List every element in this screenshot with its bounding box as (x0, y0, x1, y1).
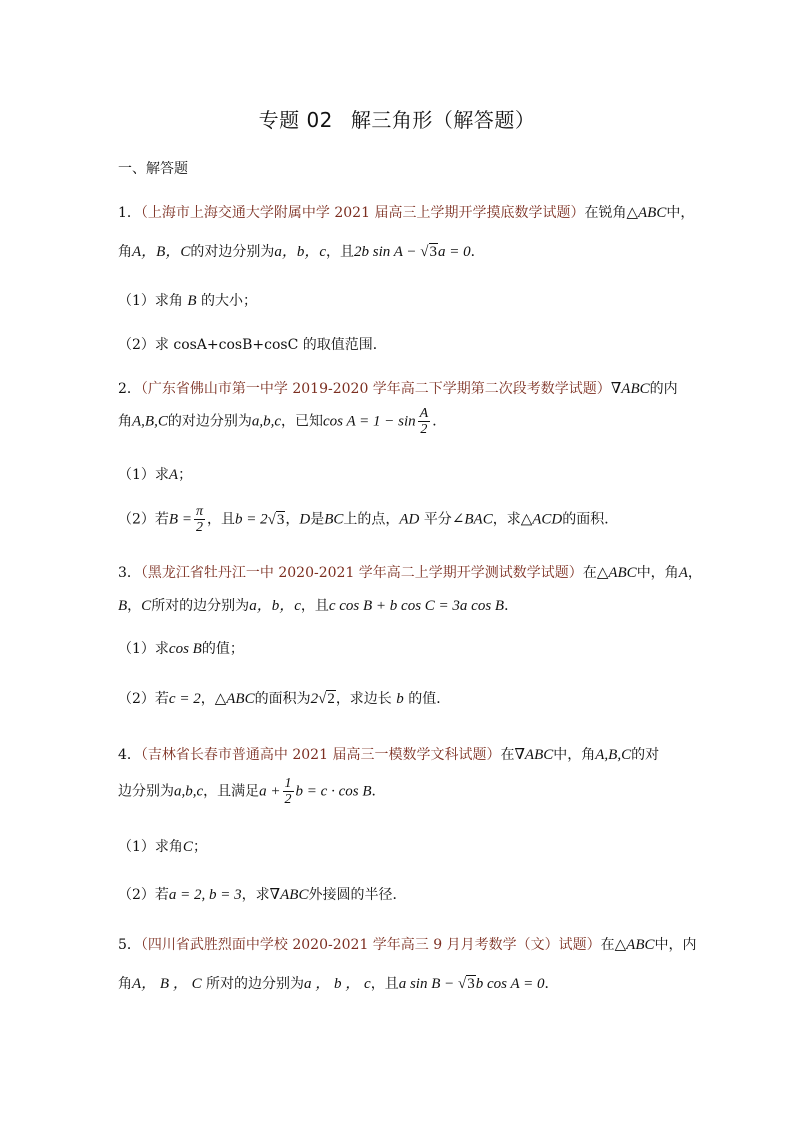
problem-1-question-1: （1）求角 B 的大小； (118, 293, 257, 309)
problem-2-question-1: （1）求A； (118, 467, 193, 483)
problem-3-line-2: B，C所对的边分别为a，b，c，且c cos B + b cos C = 3a cos B． (118, 598, 519, 614)
problem-4-line-2: 边分别为a,b,c，且满足a + $\frac{1}{2}$ b = c · cos B． (118, 776, 386, 807)
problem-4-question-1: （1）求角C； (118, 839, 207, 855)
title-number: 专题 02 (258, 108, 333, 132)
problem-5-line-2: 角A， B ， C 所对的边分别为a ， b ， c，且a sin B − √3b cos A = 0． (118, 976, 559, 992)
page-title (0, 104, 794, 133)
fraction-1-over-2: $\frac{1}{2}$ (284, 776, 292, 807)
problem-2-line-2: 角A,B,C的对边分别为a,b,c，已知cos A = 1 − sin $\frac{A}{2}$ ． (118, 406, 447, 437)
problem-4-source: （吉林省长春市普通高中 2021 届高三一模数学文科试题） (140, 747, 501, 763)
problem-5-line-1: 5．（四川省武胜烈面中学校 2020-2021 学年高三 9 月月考数学（文）试题）在△ABC中，内 (118, 937, 697, 953)
problem-4-line-1: 4．（吉林省长春市普通高中 2021 届高三一模数学文科试题）在∇ABC中，角A,B,C的对 (118, 747, 660, 763)
problem-1-line-2: 角A，B，C的对边分别为a，b，c，且2b sin A − √3a = 0． (118, 244, 485, 260)
problem-3-question-1: （1）求cos B的值； (118, 641, 244, 657)
problem-5-source: （四川省武胜烈面中学校 2020-2021 学年高三 9 月月考数学（文）试题） (140, 937, 601, 953)
problem-3-source: （黑龙江省牡丹江一中 2020-2021 学年高二上学期开学测试数学试题） (140, 565, 583, 581)
problem-3-question-2: （2）若c = 2，△ABC的面积为2√2，求边长 b 的值． (118, 691, 451, 707)
fraction-a-over-2: $\frac{A}{2}$ (419, 406, 429, 437)
problem-1-source: （上海市上海交通大学附属中学 2021 届高三上学期开学摸底数学试题） (140, 205, 585, 221)
problem-2-question-2: （2）若B = $\frac{\pi}{2}$ ，且b = 2√3，D是BC上的点，AD 平分∠BAC，求△ACD的面积． (118, 504, 619, 535)
problem-2-source: （广东省佛山市第一中学 2019-2020 学年高二下学期第二次段考数学试题） (140, 381, 611, 397)
title-text: 解三角形（解答题） (350, 108, 536, 132)
problem-3-line-1: 3．（黑龙江省牡丹江一中 2020-2021 学年高二上学期开学测试数学试题）在△ABC中，角A， (118, 565, 702, 581)
section-heading: 一、解答题 (118, 161, 188, 177)
fraction-pi-over-2: $\frac{\pi}{2}$ (195, 504, 203, 535)
problem-2-line-1: 2．（广东省佛山市第一中学 2019-2020 学年高二下学期第二次段考数学试题）∇ABC的内 (118, 381, 678, 397)
problem-1-question-2: （2）求 cosA+cosB+cosC 的取值范围． (118, 337, 387, 353)
problem-4-question-2: （2）若a = 2, b = 3，求∇ABC外接圆的半径． (118, 887, 407, 903)
problem-1-line-1: 1．（上海市上海交通大学附属中学 2021 届高三上学期开学摸底数学试题）在锐角△ABC中， (118, 205, 695, 221)
